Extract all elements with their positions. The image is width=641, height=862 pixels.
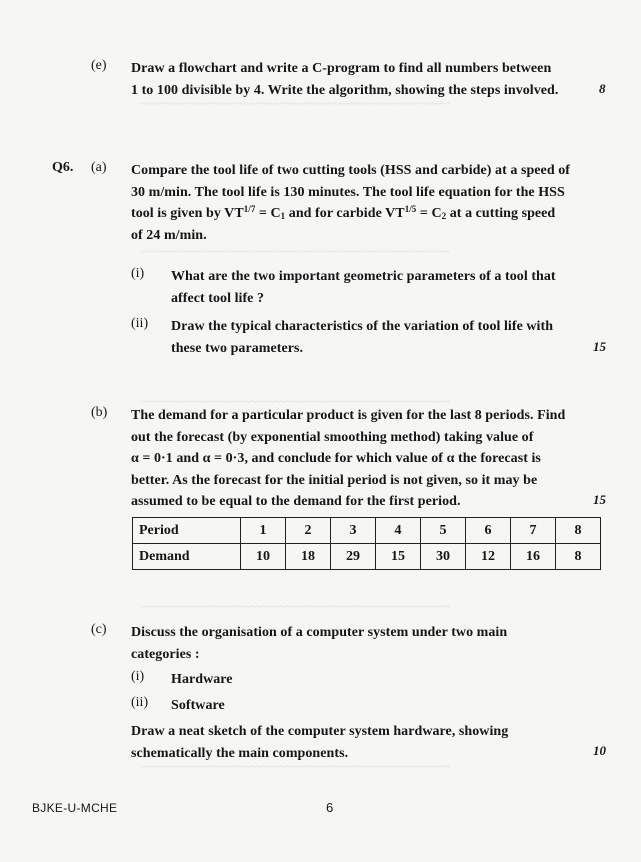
demand-cell: 10 <box>241 544 286 570</box>
period-cell: 7 <box>511 518 556 544</box>
q6a-i-label: (i) <box>131 266 145 281</box>
q6b-text <box>131 405 583 513</box>
period-cell: 1 <box>241 518 286 544</box>
demand-cell: 16 <box>511 544 556 570</box>
q6c-draw-line-1: Draw a neat sketch of the computer system hardware, showing <box>131 724 509 739</box>
q6a-ii-line-2: these two parameters. <box>171 340 304 356</box>
q6a-i-line-2: affect tool life ? <box>171 290 265 306</box>
q6a-eq-text: = C <box>416 206 442 221</box>
q6a-line-1: Compare the tool life of two cutting tools (HSS and carbide) at a speed of <box>131 163 570 178</box>
bleed-through-text: ~~~~~~~~~~~~~~~~~~~~~~~~~~~~~~~~~~~~~~~~~~~~~~~~~~~~ <box>140 245 450 257</box>
period-cell: 6 <box>466 518 511 544</box>
bleed-through-text: ~~~~~~~~~~~~~~~~~~~~~~~~~~~~~~~~~~~~~~~~~~~~~~~~~~~~ <box>140 600 450 612</box>
period-cell: 2 <box>286 518 331 544</box>
q6c-line-2: categories : <box>131 646 200 662</box>
q6a-eq-text: and for carbide VT <box>285 206 405 221</box>
demand-cell: 30 <box>421 544 466 570</box>
q6c-i-label: (i) <box>131 669 145 684</box>
q5e-line-2: 1 to 100 divisible by 4. Write the algorithm, showing the steps involved. <box>131 82 559 98</box>
demand-table <box>132 517 601 570</box>
q6a-ii-line-1: Draw the typical characteristics of the variation of tool life with <box>171 319 554 334</box>
demand-cell: 8 <box>556 544 601 570</box>
q6c-label: (c) <box>91 622 107 637</box>
q6a-ii-text <box>171 316 583 359</box>
q5e-label: (e) <box>91 58 107 73</box>
q6a-i-line-1: What are the two important geometric parameters of a tool that <box>171 269 556 284</box>
bleed-through-text: ~~~~~~~~~~~~~~~~~~~~~~~~~~~~~~~~~~~~~~~~~~~~~~~~~~~~ <box>140 760 450 772</box>
q6a-line-3 <box>131 203 583 225</box>
q6a-line-2: 30 m/min. The tool life is 130 minutes. The tool life equation for the HSS <box>131 184 565 200</box>
q6c-marks: 10 <box>593 743 606 758</box>
page-number: 6 <box>326 800 334 815</box>
q5e-marks: 8 <box>599 81 606 96</box>
period-cell: 5 <box>421 518 466 544</box>
period-cell: 3 <box>331 518 376 544</box>
q6c-text <box>131 622 583 665</box>
q6b-marks: 15 <box>593 492 606 507</box>
bleed-through-text: ~~~~~~~~~~~~~~~~~~~~~~~~~~~~~~~~~~~~~~~~~~~~~~~~~~~~ <box>140 97 450 109</box>
q6a-const-1: 1 <box>280 211 286 221</box>
q6c-i-text: Hardware <box>171 672 233 687</box>
q6a-line-4: of 24 m/min. <box>131 227 207 243</box>
q6c-ii-text: Software <box>171 698 225 713</box>
q6a-label: (a) <box>91 160 107 175</box>
q6c-line-1: Discuss the organisation of a computer system under two main <box>131 625 508 640</box>
q6a-const-2: 2 <box>441 211 447 221</box>
q6a-text <box>131 160 583 246</box>
q6b-line-4: better. As the forecast for the initial period is not given, so it may be <box>131 472 538 488</box>
period-cell: 4 <box>376 518 421 544</box>
demand-cell: 29 <box>331 544 376 570</box>
q6a-eq-text: = C <box>255 206 281 221</box>
q6b-line-5: assumed to be equal to the demand for the first period. <box>131 494 461 509</box>
demand-cell: 12 <box>466 544 511 570</box>
period-cell: 8 <box>556 518 601 544</box>
q6a-eq-text: at a cutting speed <box>446 206 556 221</box>
demand-cell: 18 <box>286 544 331 570</box>
row-header-demand: Demand <box>133 544 241 570</box>
paper-code: BJKE-U-MCHE <box>32 801 118 815</box>
bleed-through-text: ~~~~~~~~~~~~~~~~~~~~~~~~~~~~~~~~~~~~~~~~~~~~~~~~~~~~ <box>140 395 450 407</box>
q6c-ii-label: (ii) <box>131 695 149 710</box>
q6a-i-text <box>171 266 583 309</box>
q6c-draw-line-2: schematically the main components. <box>131 745 349 761</box>
table-row-period <box>133 518 601 544</box>
q6b-label: (b) <box>91 405 108 420</box>
q6a-exp-carbide: 1/5 <box>404 204 417 214</box>
q6a-eq-text: tool is given by VT <box>131 206 244 221</box>
q6c-draw-text <box>131 721 583 764</box>
demand-cell: 15 <box>376 544 421 570</box>
table-row-demand <box>133 544 601 570</box>
q5e-text <box>131 58 583 101</box>
q6a-ii-label: (ii) <box>131 316 149 331</box>
q6-number: Q6. <box>52 160 74 175</box>
q6a-exp-hss: 1/7 <box>243 204 256 214</box>
q6b-line-3: α = 0·1 and α = 0·3, and conclude for which value of α the forecast is <box>131 451 541 466</box>
q5e-line-1: Draw a flowchart and write a C-program to find all numbers between <box>131 61 552 76</box>
row-header-period: Period <box>133 518 241 544</box>
q6a-marks: 15 <box>593 339 606 354</box>
q6b-line-2: out the forecast (by exponential smoothing method) taking value of <box>131 429 534 445</box>
q6b-line-1: The demand for a particular product is given for the last 8 periods. Find <box>131 408 566 423</box>
